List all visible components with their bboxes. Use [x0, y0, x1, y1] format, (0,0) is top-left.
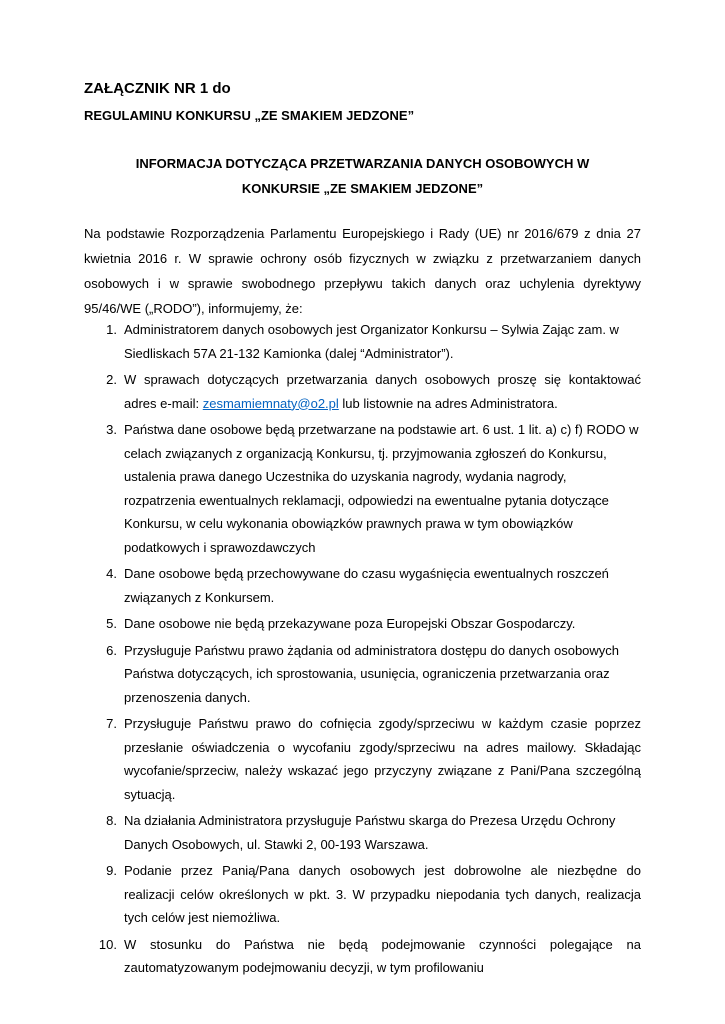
- item-number: 10.: [98, 936, 117, 952]
- item-text: Dane osobowe nie będą przekazywane poza Europejski Obszar Gospodarczy.: [124, 616, 576, 631]
- item-number: 3.: [106, 422, 117, 437]
- document-title-line-2: KONKURSIE „ZE SMAKIEM JEDZONE”: [241, 181, 484, 196]
- list-item: [84, 859, 641, 930]
- item-text: W stosunku do Państwa nie będą podejmowanie czynności polegające na zautomatyzowanym podejmowaniu decyzji, w tym profilowaniu: [124, 936, 641, 975]
- item-number: 7.: [106, 716, 117, 731]
- document-title: [84, 151, 641, 201]
- item-number: 9.: [106, 863, 117, 878]
- item-text: Podanie przez Panią/Pana danych osobowych jest dobrowolne ale niezbędne do realizacji celów określonych w pkt. 3. W przypadku niepodania tych danych, realizacja tych celów jest niemożliwa.: [124, 863, 641, 925]
- item-text-before-email: W sprawach dotyczących przetwarzania danych osobowych proszę się kontaktować adres e-mail:: [124, 372, 641, 411]
- intro-paragraph: Na podstawie Rozporządzenia Parlamentu Europejskiego i Rady (UE) nr 2016/679 z dnia 27 kwietnia 2016 r. W sprawie ochrony osób fizycznych w związku z przetwarzaniem danych osobowych i w sprawie swobodnego przepływu takich danych oraz uchylenia dyrektywy 95/46/WE („RODO”), informujemy, że:: [84, 226, 641, 316]
- item-text: Administratorem danych osobowych jest Organizator Konkursu – Sylwia Zając zam. w Siedliskach 57A 21-132 Kamionka (dalej “Administrator”).: [124, 322, 619, 361]
- item-number: 5.: [106, 616, 117, 631]
- list-item: [84, 562, 641, 609]
- email-link[interactable]: zesmamiemnaty@o2.pl: [202, 395, 339, 411]
- list-item: [84, 933, 641, 980]
- list-item: [84, 639, 641, 710]
- list-item: [84, 612, 641, 636]
- list-item: [84, 809, 641, 856]
- item-text: Państwa dane osobowe będą przetwarzane na podstawie art. 6 ust. 1 lit. a) c) f) RODO w celach związanych z organizacją Konkursu, tj. przyjmowania zgłoszeń do Konkursu, ustalenia prawa danego Uczestnika do uzyskania nagrody, wydania nagrody, rozpatrzenia ewentualnych reklamacji, odpowiedzi na ewentualne pytania dotyczące Konkursu, w celu wykonania obowiązków prawnych prawa w tym obowiązków podatkowych i sprawozdawczych: [124, 422, 639, 555]
- item-text-after-email: lub listownie na adres Administratora.: [338, 395, 558, 411]
- regulation-heading: REGULAMINU KONKURSU „ZE SMAKIEM JEDZONE”: [84, 108, 415, 123]
- item-text: [124, 368, 641, 415]
- clauses-list: [84, 318, 641, 983]
- item-number: 2.: [106, 372, 117, 387]
- item-text: Dane osobowe będą przechowywane do czasu wygaśnięcia ewentualnych roszczeń związanych z Konkursem.: [124, 566, 609, 605]
- item-number: 6.: [106, 642, 117, 658]
- item-text: Przysługuje Państwu prawo do cofnięcia zgody/sprzeciwu w każdym czasie poprzez przesłanie oświadczenia o wycofaniu zgody/sprzeciwu na adres mailowy. Składając wycofanie/sprzeciw, należy wskazać jego przyczyny związane z Pani/Pana szczególną sytuacją.: [124, 716, 641, 802]
- item-number: 1.: [106, 322, 117, 337]
- item-number: 8.: [106, 813, 117, 828]
- list-item: [84, 318, 641, 365]
- item-text: Przysługuje Państwu prawo żądania od administratora dostępu do danych osobowych Państwa dotyczących, ich sprostowania, usunięcia, ograniczenia przetwarzania oraz przenoszenia danych.: [124, 642, 620, 705]
- list-item: [84, 418, 641, 559]
- attachment-heading: ZAŁĄCZNIK NR 1 do: [84, 80, 231, 97]
- item-text: Na działania Administratora przysługuje Państwu skarga do Prezesa Urzędu Ochrony Danych Osobowych, ul. Stawki 2, 00-193 Warszawa.: [124, 813, 616, 852]
- item-number: 4.: [106, 566, 117, 581]
- list-item: [84, 368, 641, 415]
- document-title-line-1: INFORMACJA DOTYCZĄCA PRZETWARZANIA DANYCH OSOBOWYCH W: [135, 156, 590, 171]
- list-item: [84, 712, 641, 806]
